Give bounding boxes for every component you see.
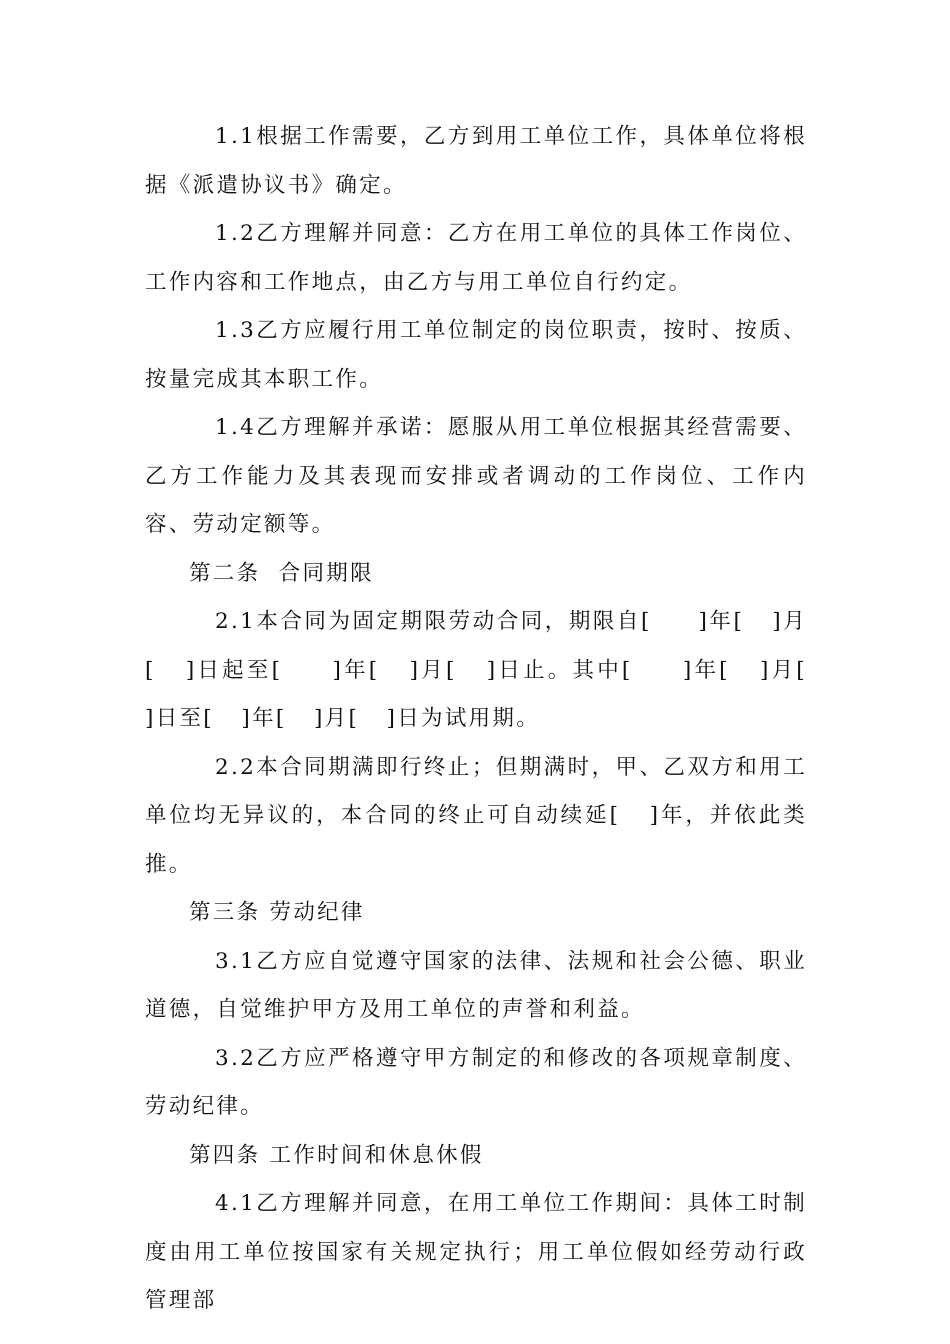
clause-1-2: 1.2乙方理解并同意：乙方在用工单位的具体工作岗位、工作内容和工作地点，由乙方与用工单位自行约定。 bbox=[145, 221, 807, 295]
clause-1-3: 1.3乙方应履行用工单位制定的岗位职责，按时、按质、按量完成其本职工作。 bbox=[145, 318, 807, 392]
clause-3-1: 3.1乙方应自觉遵守国家的法律、法规和社会公德、职业道德，自觉维护甲方及用工单位的声誉和利益。 bbox=[145, 948, 807, 1022]
clause-1-4: 1.4乙方理解并承诺：愿服从用工单位根据其经营需要、乙方工作能力及其表现而安排或者调动的工作岗位、工作内容、劳动定额等。 bbox=[145, 415, 807, 537]
article-4-heading: 第四条 工作时间和休息休假 bbox=[189, 1142, 484, 1168]
clause-3-2: 3.2乙方应严格遵守甲方制定的和修改的各项规章制度、劳动纪律。 bbox=[145, 1045, 807, 1119]
article-3-heading: 第三条 劳动纪律 bbox=[189, 900, 365, 925]
clause-2-2: 2.2本合同期满即行终止；但期满时，甲、乙双方和用工单位均无异议的，本合同的终止可自动续延[ ]年，并依此类推。 bbox=[145, 754, 807, 877]
clause-2-1: 2.1本合同为固定期限劳动合同，期限自[ ]年[ ]月[ ]日起至[ ]年[ ]月[ ]日止。其中[ ]年[ ]月[ ]日至[ ]年[ ]月[ ]日为试用期。 bbox=[145, 609, 835, 731]
clause-1-1: 1.1根据工作需要，乙方到用工单位工作，具体单位将根据《派遣协议书》确定。 bbox=[145, 124, 807, 198]
article-2-heading: 第二条 合同期限 bbox=[189, 560, 374, 586]
clause-4-1: 4.1乙方理解并同意，在用工单位工作期间：具体工时制度由用工单位按国家有关规定执行；用工单位假如经劳动行政管理部 bbox=[145, 1191, 807, 1313]
